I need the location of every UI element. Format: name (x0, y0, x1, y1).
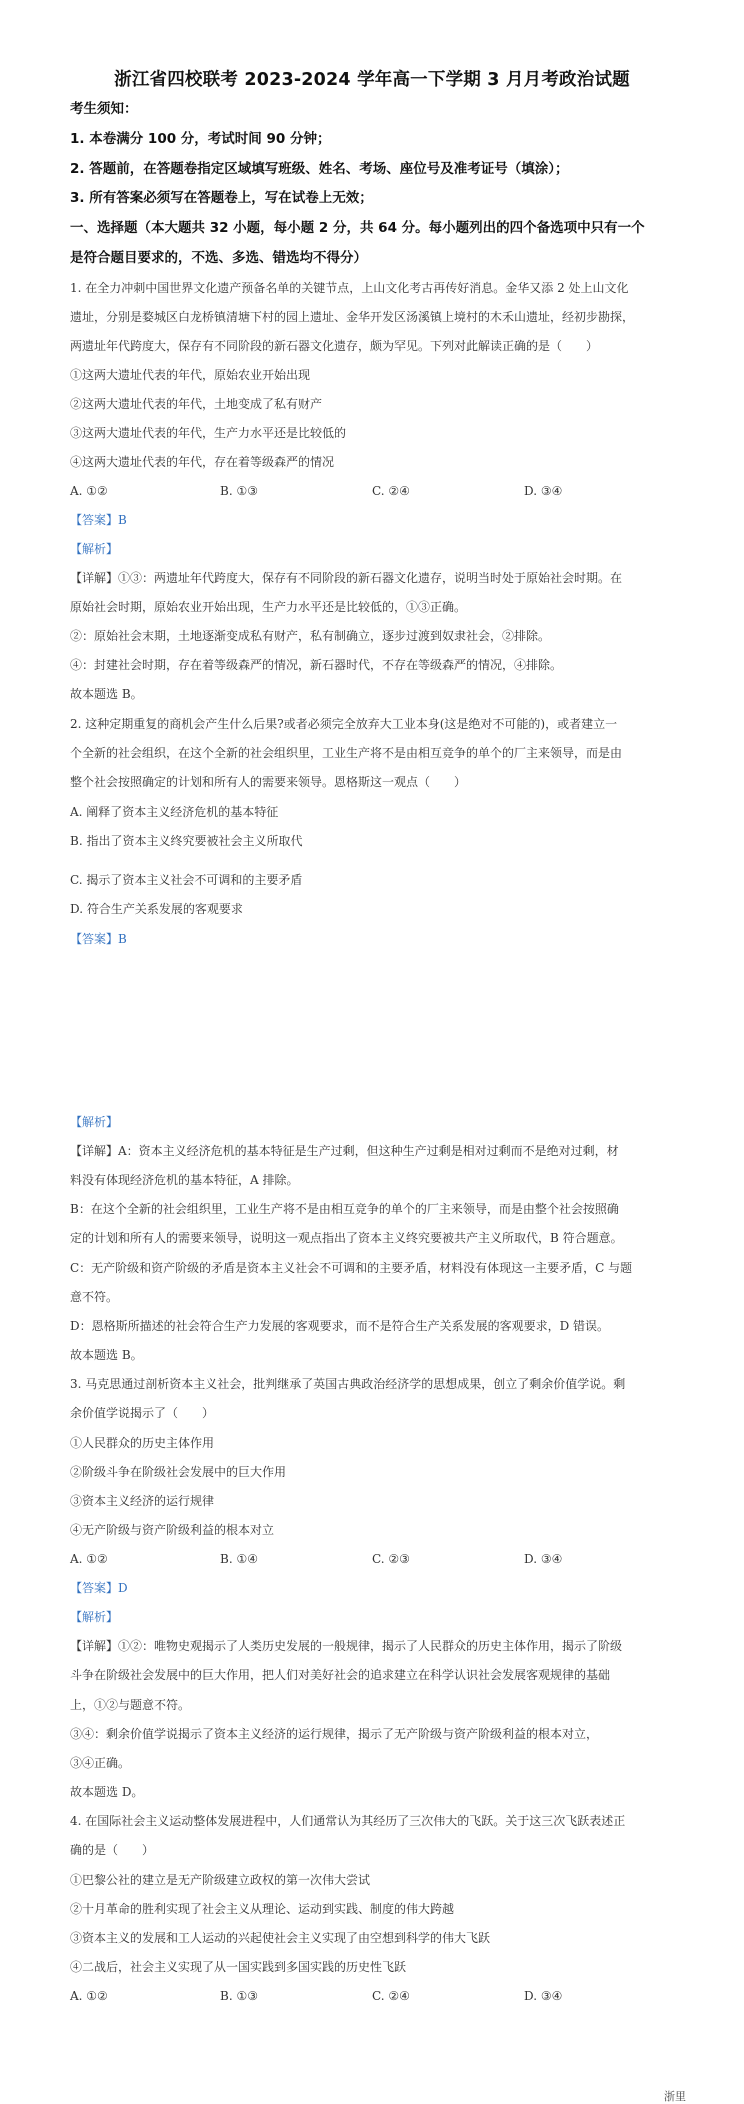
q1-detail: 原始社会时期，原始农业开始出现，生产力水平还是比较低的，①③正确。 (70, 600, 467, 614)
q4-option-d: D. ③④ (524, 1989, 563, 2003)
q1-option-c: C. ②④ (372, 484, 410, 498)
q3-option-c: C. ②③ (372, 1552, 410, 1566)
q1-item: ③这两大遗址代表的年代，生产力水平还是比较低的 (70, 426, 347, 440)
q2-detail: B：在这个全新的社会组织里，工业生产将不是由相互竞争的单个的厂主来领导，而是由整个社会按照确 (70, 1202, 619, 1216)
q4-option-a: A. ①② (70, 1989, 108, 2003)
q4-option-c: C. ②④ (372, 1989, 410, 2003)
q4-item: ④二战后，社会主义实现了从一国实践到多国实践的历史性飞跃 (70, 1960, 407, 1974)
q1-detail: ④：封建社会时期，存在着等级森严的情况，新石器时代，不存在等级森严的情况，④排除。 (70, 658, 563, 672)
q1-stem: 1. 在全力冲刺中国世界文化遗产预备名单的关键节点，上山文化考古再传好消息。金华又添 2 处上山文化 (70, 281, 629, 295)
q4-item: ③资本主义的发展和工人运动的兴起使社会主义实现了由空想到科学的伟大飞跃 (70, 1931, 491, 1945)
q1-option-a: A. ①② (70, 484, 108, 498)
q2-detail: 定的计划和所有人的需要来领导，说明这一观点指出了资本主义终究要被共产主义所取代，B 符合题意。 (70, 1231, 623, 1245)
q3-detail: 上，①②与题意不符。 (70, 1698, 191, 1712)
q1-item: ①这两大遗址代表的年代，原始农业开始出现 (70, 368, 311, 382)
q2-answer: 【答案】B (70, 932, 127, 946)
q1-answer: 【答案】B (70, 513, 127, 527)
q2-stem: 个全新的社会组织，在这个全新的社会组织里，工业生产将不是由相互竞争的单个的厂主来领导，而是由 (70, 746, 623, 760)
q4-option-b: B. ①③ (220, 1989, 258, 2003)
q2-detail: 意不符。 (70, 1290, 119, 1304)
q3-option-d: D. ③④ (524, 1552, 563, 1566)
q2-detail: 料没有体现经济危机的基本特征，A 排除。 (70, 1173, 299, 1187)
q1-detail: 故本题选 B。 (70, 687, 143, 701)
q4-stem: 4. 在国际社会主义运动整体发展进程中，人们通常认为其经历了三次伟大的飞跃。关于这三次飞跃表述正 (70, 1814, 626, 1828)
q3-item: ①人民群众的历史主体作用 (70, 1436, 215, 1450)
q2-analysis-label: 【解析】 (70, 1115, 119, 1129)
q2-detail: 故本题选 B。 (70, 1348, 143, 1362)
q3-answer: 【答案】D (70, 1581, 128, 1595)
q1-item: ④这两大遗址代表的年代，存在着等级森严的情况 (70, 455, 335, 469)
q1-analysis-label: 【解析】 (70, 542, 119, 556)
q3-detail: ③④：剩余价值学说揭示了资本主义经济的运行规律，揭示了无产阶级与资产阶级利益的根本对立， (70, 1727, 599, 1741)
q2-option-c: C. 揭示了资本主义社会不可调和的主要矛盾 (70, 873, 303, 887)
section-heading: 是符合题目要求的，不选、多选、错选均不得分） (70, 250, 367, 266)
q1-option-b: B. ①③ (220, 484, 258, 498)
q3-detail: ③④正确。 (70, 1756, 131, 1770)
notice-header: 考生须知： (70, 101, 138, 117)
q2-stem: 2. 这种定期重复的商机会产生什么后果?或者必须完全放弃大工业本身(这是绝对不可能的)，或者建立一 (70, 717, 618, 731)
q1-stem: 两遗址年代跨度大，保存有不同阶段的新石器文化遗存，颇为罕见。下列对此解读正确的是（ ） (70, 339, 599, 353)
q3-item: ②阶级斗争在阶级社会发展中的巨大作用 (70, 1465, 287, 1479)
q2-stem: 整个社会按照确定的计划和所有人的需要来领导。恩格斯这一观点（ ） (70, 775, 467, 789)
q1-detail: ②：原始社会末期，土地逐渐变成私有财产，私有制确立，逐步过渡到奴隶社会，②排除。 (70, 629, 551, 643)
q3-detail: 【详解】①②：唯物史观揭示了人类历史发展的一般规律，揭示了人民群众的历史主体作用，揭示了阶级 (70, 1639, 623, 1653)
q2-detail: D：恩格斯所描述的社会符合生产力发展的客观要求，而不是符合生产关系发展的客观要求，D 错误。 (70, 1319, 610, 1333)
q3-analysis-label: 【解析】 (70, 1610, 119, 1624)
q4-stem: 确的是（ ） (70, 1843, 155, 1857)
q1-item: ②这两大遗址代表的年代，土地变成了私有财产 (70, 397, 323, 411)
q2-detail: C：无产阶级和资产阶级的矛盾是资本主义社会不可调和的主要矛盾，材料没有体现这一主要矛盾，C 与题 (70, 1261, 633, 1275)
q3-option-b: B. ①④ (220, 1552, 258, 1566)
q3-stem: 3. 马克思通过剖析资本主义社会，批判继承了英国古典政治经济学的思想成果，创立了剩余价值学说。剩 (70, 1377, 626, 1391)
q3-item: ③资本主义经济的运行规律 (70, 1494, 215, 1508)
notice-item: 1. 本卷满分 100 分，考试时间 90 分钟； (70, 131, 331, 147)
q1-detail: 【详解】①③：两遗址年代跨度大，保存有不同阶段的新石器文化遗存，说明当时处于原始社会时期。在 (70, 571, 623, 585)
q3-detail: 斗争在阶级社会发展中的巨大作用，把人们对美好社会的追求建立在科学认识社会发展客观规律的基础 (70, 1668, 611, 1682)
notice-item: 3. 所有答案必须写在答题卷上，写在试卷上无效； (70, 190, 373, 206)
q1-stem: 遗址，分别是婺城区白龙桥镇清塘下村的园上遗址、金华开发区汤溪镇上境村的木禾山遗址，经初步勘探， (70, 310, 635, 324)
q3-stem: 余价值学说揭示了（ ） (70, 1406, 215, 1420)
section-heading: 一、选择题（本大题共 32 小题，每小题 2 分，共 64 分。每小题列出的四个备选项中只有一个 (70, 220, 645, 236)
q3-option-a: A. ①② (70, 1552, 108, 1566)
q2-option-b: B. 指出了资本主义终究要被社会主义所取代 (70, 834, 303, 848)
q1-option-d: D. ③④ (524, 484, 563, 498)
page-title: 浙江省四校联考 2023-2024 学年高一下学期 3 月月考政治试题 (114, 70, 630, 90)
q4-item: ①巴黎公社的建立是无产阶级建立政权的第一次伟大尝试 (70, 1873, 371, 1887)
q2-option-d: D. 符合生产关系发展的客观要求 (70, 902, 243, 916)
q3-item: ④无产阶级与资产阶级利益的根本对立 (70, 1523, 275, 1537)
q4-item: ②十月革命的胜利实现了社会主义从理论、运动到实践、制度的伟大跨越 (70, 1902, 455, 1916)
q3-detail: 故本题选 D。 (70, 1785, 144, 1799)
notice-item: 2. 答题前，在答题卷指定区域填写班级、姓名、考场、座位号及准考证号（填涂）； (70, 161, 569, 177)
q2-detail: 【详解】A：资本主义经济危机的基本特征是生产过剩，但这种生产过剩是相对过剩而不是绝对过剩，材 (70, 1144, 619, 1158)
page-footer: 浙里 (664, 2090, 686, 2103)
q2-option-a: A. 阐释了资本主义经济危机的基本特征 (70, 805, 279, 819)
blank-space (70, 955, 670, 1095)
